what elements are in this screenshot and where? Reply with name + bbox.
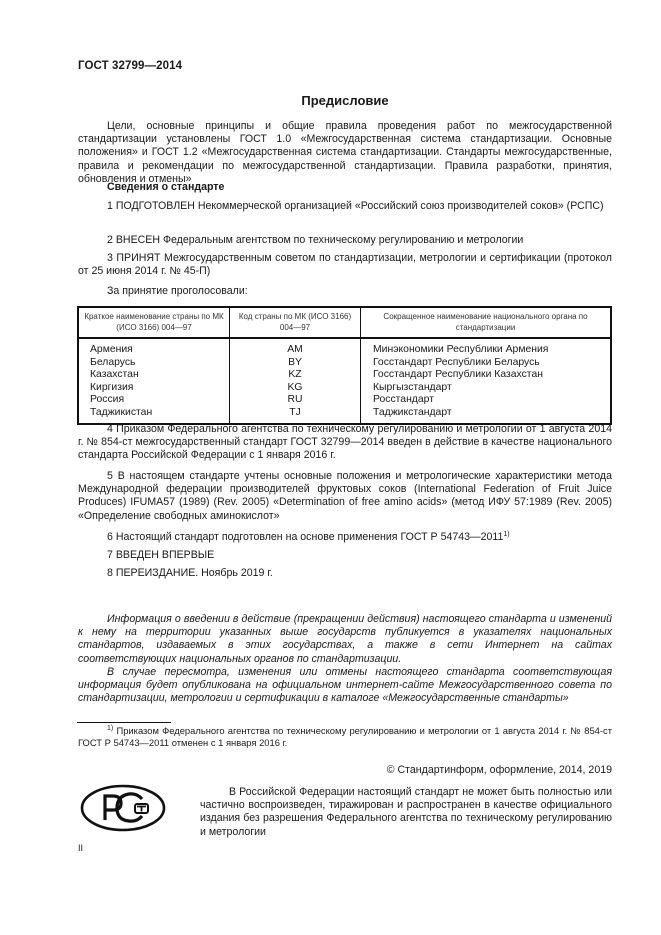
item-number: 1 bbox=[107, 200, 113, 212]
info-notice-paragraph: Информация о введении в действие (прекращении действия) настоящего стандарта и изменений к нему на территории указанных выше государств публикуется в указателях национальных стандартов, издаваемых в этих государствах, а также в сети Интернет на сайтах соответствующих национальных органов по стандартизации. bbox=[78, 613, 612, 665]
rst-logo-icon bbox=[80, 784, 166, 832]
item-number: 3 bbox=[107, 252, 113, 264]
item-text: ВНЕСЕН Федеральным агентством по техническому регулированию и метрологии bbox=[115, 234, 524, 246]
page-title: Предисловие bbox=[301, 93, 389, 108]
table-row bbox=[78, 407, 611, 424]
item-number: 6 bbox=[107, 531, 113, 543]
item-4 bbox=[78, 423, 612, 463]
footnote-text: Приказом Федерального агентства по техническому регулированию и метрологии от 1 августа 2014 г. № 854-ст ГОСТ Р 54743—2011 отменен с 1 января 2016 г. bbox=[78, 725, 613, 748]
voted-label: За принятие проголосовали: bbox=[107, 285, 248, 297]
cell-country: Россия bbox=[90, 394, 125, 406]
column-header-body: Сокращенное наименование национального органа по стандартизации bbox=[361, 307, 612, 338]
voting-table bbox=[77, 306, 612, 425]
footnote-divider bbox=[77, 722, 171, 723]
column-header-country: Краткое наименование страны по МК (ИСО 3166) 004—97 bbox=[78, 307, 230, 338]
cell-code: KG bbox=[230, 382, 361, 395]
item-text: ПЕРЕИЗДАНИЕ. Ноябрь 2019 г. bbox=[115, 567, 273, 579]
copyright-notice: © Стандартинформ, оформление, 2014, 2019 bbox=[386, 764, 612, 776]
footnote bbox=[78, 725, 612, 749]
cell-code: RU bbox=[230, 394, 361, 407]
table-row bbox=[78, 338, 611, 357]
cell-country: Беларусь bbox=[90, 356, 136, 368]
item-text: ВВЕДЕН ВПЕРВЫЕ bbox=[115, 549, 215, 561]
item-text: Приказом Федерального агентства по техническому регулированию и метрологии от 1 августа 2014 г. № 854-ст межгосударственный стандарт ГОСТ 32799—2014 введен в действие в качестве национального стандарта Российской Федерации с 1 января 2016 г. bbox=[78, 423, 612, 462]
table-row bbox=[78, 369, 611, 382]
item-6 bbox=[78, 531, 612, 544]
column-header-code: Код страны по МК (ИСО 3166) 004—97 bbox=[230, 307, 361, 338]
voted-label-block bbox=[78, 285, 612, 298]
cell-body: Госстандарт Республики Беларусь bbox=[361, 357, 612, 370]
cell-code: BY bbox=[230, 357, 361, 370]
item-number: 2 bbox=[107, 234, 113, 246]
info-notice-paragraph: В случае пересмотра, изменения или отмены настоящего стандарта соответствующая информация будет опубликована на официальном интернет-сайте Межгосударственного совета по стандартизации, метрологии и сертификации в каталоге «Межгосударственные стандарты» bbox=[78, 665, 612, 705]
table-header-row bbox=[78, 307, 611, 338]
item-7 bbox=[78, 549, 612, 562]
table-row bbox=[78, 357, 611, 370]
cell-country: Казахстан bbox=[90, 369, 139, 381]
cell-code: KZ bbox=[230, 369, 361, 382]
cell-body: Госстандарт Республики Казахстан bbox=[361, 369, 612, 382]
standard-info-heading: Сведения о стандарте bbox=[107, 181, 225, 193]
cell-country: Армения bbox=[90, 344, 133, 355]
cell-body: Минэкономики Республики Армения bbox=[361, 338, 612, 357]
info-notice bbox=[78, 613, 612, 705]
legal-notice bbox=[200, 786, 612, 839]
item-number: 4 bbox=[107, 423, 113, 435]
item-2 bbox=[78, 234, 612, 247]
item-5 bbox=[78, 470, 612, 523]
intro-section bbox=[78, 120, 612, 186]
item-1 bbox=[78, 200, 612, 213]
item-8 bbox=[78, 567, 612, 580]
table-row bbox=[78, 382, 611, 395]
item-text: В настоящем стандарте учтены основные положения и метрологические характеристики метода Международной федерации производителей фруктовых соков (International Federation of Fruit Juice Produces) IFUMA57 (1989) (Rev. 2005) «Determination of free amino acids» (метод ИФУ 57:1989 (Rev. 2005) «Определение свободных аминокислот» bbox=[78, 470, 612, 522]
item-number: 5 bbox=[107, 470, 113, 482]
standard-info-heading-block bbox=[78, 181, 612, 194]
item-number: 8 bbox=[107, 567, 113, 579]
item-text: Настоящий стандарт подготовлен на основе применения ГОСТ Р 54743—2011 bbox=[115, 531, 504, 543]
page-number: II bbox=[78, 843, 84, 853]
item-number: 7 bbox=[107, 549, 113, 561]
cell-body: Таджикстандарт bbox=[361, 407, 612, 424]
cell-country: Киргизия bbox=[90, 381, 134, 393]
footnote-mark: 1) bbox=[107, 725, 114, 732]
cell-code: TJ bbox=[230, 407, 361, 424]
item-text: ПОДГОТОВЛЕН Некоммерческой организацией «Российский союз производителей соков» (РСПС) bbox=[115, 200, 604, 212]
footnote-ref: 1) bbox=[503, 531, 510, 538]
item-text: ПРИНЯТ Межгосударственным советом по стандартизации, метрологии и сертификации (протокол от 25 июня 2014 г. № 45-П) bbox=[78, 252, 612, 278]
cell-body: Росстандарт bbox=[361, 394, 612, 407]
legal-notice-text: В Российской Федерации настоящий стандарт не может быть полностью или частично воспроизведен, тиражирован и распространен в качестве официального издания без разрешения Федерального агентства по техническому регулированию и метрологии bbox=[200, 786, 612, 838]
document-code: ГОСТ 32799—2014 bbox=[78, 60, 183, 72]
item-3 bbox=[78, 252, 612, 278]
cell-country: Таджикистан bbox=[90, 406, 153, 418]
intro-paragraph: Цели, основные принципы и общие правила проведения работ по межгосударственной стандартизации установлены ГОСТ 1.0 «Межгосударственная система стандартизации. Основные положения» и ГОСТ 1.2 «Межгосударственная система стандартизации. Стандарты межгосударственные, правила и рекомендации по межгосударственной стандартизации. Правила разработки, принятия, обновления и отмены» bbox=[78, 120, 612, 185]
table-row bbox=[78, 394, 611, 407]
cell-body: Кыргызстандарт bbox=[361, 382, 612, 395]
cell-code: AM bbox=[230, 338, 361, 357]
